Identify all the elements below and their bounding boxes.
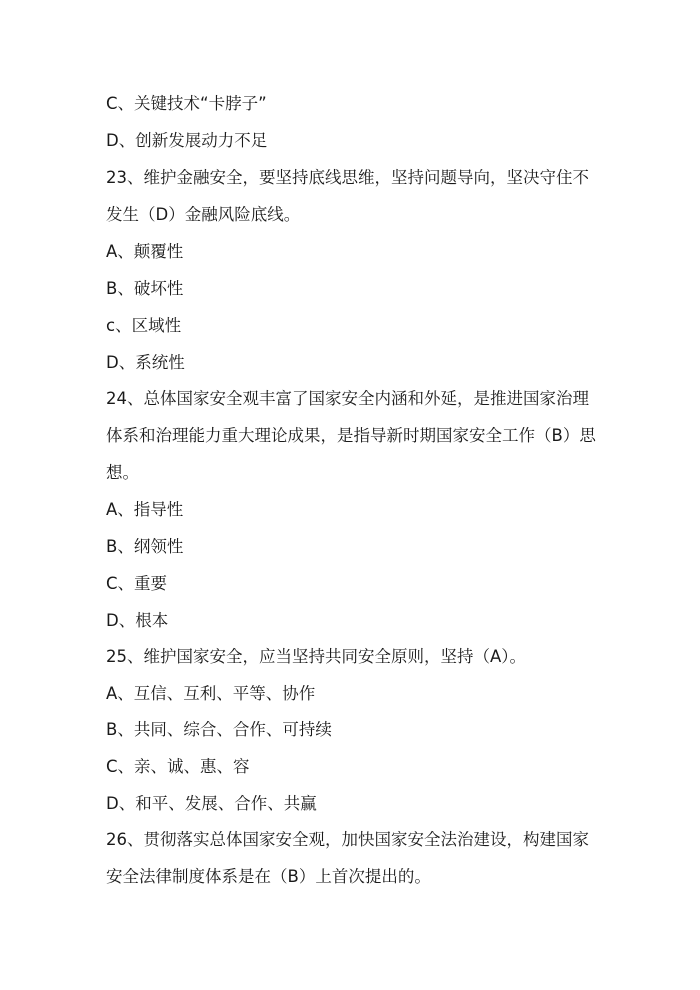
option-d-q23: D、系统性 xyxy=(106,353,185,372)
option-c-q25: C、亲、诚、惠、容 xyxy=(106,757,250,776)
option-c-q23: c、区域性 xyxy=(106,316,182,335)
option-c-q24: C、重要 xyxy=(106,574,168,593)
option-d-q24: D、根本 xyxy=(106,611,169,630)
option-b-q24: B、纲领性 xyxy=(106,537,184,556)
question-26-line-1: 26、贯彻落实总体国家安全观，加快国家安全法治建设，构建国家 xyxy=(106,830,589,849)
option-d-q25: D、和平、发展、合作、共赢 xyxy=(106,794,317,813)
option-a-q23: A、颠覆性 xyxy=(106,242,184,261)
option-b-q23: B、破坏性 xyxy=(106,279,184,298)
question-23-line-1: 23、维护金融安全，要坚持底线思维，坚持问题导向，坚决守住不 xyxy=(106,168,589,187)
question-24-line-3: 想。 xyxy=(106,463,139,482)
question-25: 25、维护国家安全，应当坚持共同安全原则，坚持（A）。 xyxy=(106,647,527,666)
question-23-line-2: 发生（D）金融风险底线。 xyxy=(106,205,301,224)
option-b-q25: B、共同、综合、合作、可持续 xyxy=(106,720,332,739)
question-24-line-1: 24、总体国家安全观丰富了国家安全内涵和外延，是推进国家治理 xyxy=(106,389,589,408)
question-24-line-2: 体系和治理能力重大理论成果，是指导新时期国家安全工作（B）思 xyxy=(106,426,596,445)
option-a-q24: A、指导性 xyxy=(106,500,184,519)
option-d-q22: D、创新发展动力不足 xyxy=(106,131,268,150)
question-26-line-2: 安全法律制度体系是在（B）上首次提出的。 xyxy=(106,867,431,886)
option-c-q22: C、关键技术“卡脖子” xyxy=(106,94,267,113)
option-a-q25: A、互信、互利、平等、协作 xyxy=(106,684,316,703)
